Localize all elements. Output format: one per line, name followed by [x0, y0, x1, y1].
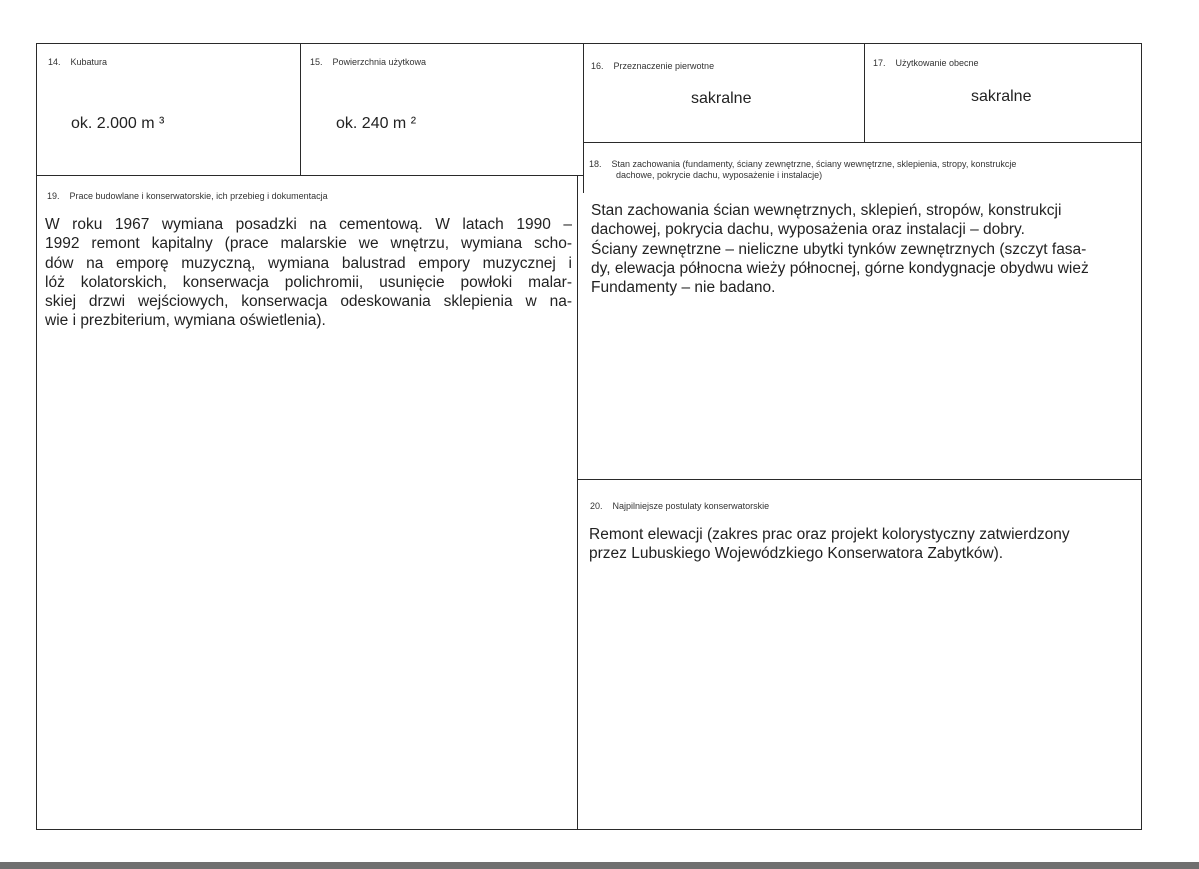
field-19-label	[47, 191, 328, 201]
field-18-label	[589, 159, 1139, 181]
field-17-label-text: Użytkowanie obecne	[895, 58, 979, 68]
field-19-text-line: lóż kolatorskich, konserwacja polichromii, usunięcie powłoki malar-	[45, 273, 572, 291]
field-19-text-line: skiej drzwi wejściowych, konserwacja odeskowania sklepienia w na-	[45, 293, 572, 311]
field-17-uzytkowanie	[865, 44, 1141, 142]
field-19-text-line: wie i prezbiterium, wymiana oświetlenia).	[45, 312, 326, 330]
field-18-text-line: Ściany zewnętrzne – nieliczne ubytki tynków zewnętrznych (szczyt fasa-	[591, 240, 1087, 258]
field-18-text-line: Stan zachowania ścian wewnętrznych, sklepień, stropów, konstrukcji	[591, 202, 1062, 219]
field-16-number: 16.	[591, 61, 604, 71]
field-18-label-line-1	[589, 159, 1139, 170]
field-16-label-text: Przeznaczenie pierwotne	[613, 61, 715, 71]
field-17-label	[873, 58, 979, 68]
field-19-text-line: W roku 1967 wymiana posadzki na cementową. W latach 1990 –	[45, 216, 572, 233]
field-14-kubatura	[37, 44, 300, 175]
field-20-text-line: przez Lubuskiego Wojewódzkiego Konserwatora Zabytków).	[589, 545, 1004, 563]
field-20-label	[590, 501, 769, 511]
field-17-number: 17.	[873, 58, 886, 68]
field-16-label	[591, 61, 714, 71]
field-15-label-text: Powierzchnia użytkowa	[332, 57, 427, 67]
field-14-label	[48, 57, 107, 67]
field-18-stan-zachowania	[578, 143, 1141, 479]
field-14-label-text: Kubatura	[70, 57, 108, 67]
field-19-text-line: dów na emporę muzyczną, wymiana balustrad empory muzycznej i	[45, 254, 572, 272]
field-18-text	[591, 201, 1141, 297]
field-20-number: 20.	[590, 501, 603, 511]
field-18-number: 18.	[589, 159, 602, 169]
field-19-text	[45, 215, 572, 331]
field-14-value: ok. 2.000 m ³	[71, 115, 165, 132]
field-18-text-line: dy, elewacja północna wieży północnej, górne kondygnacje obydwu wież	[591, 259, 1089, 277]
field-14-number: 14.	[48, 57, 61, 67]
field-18-text-line: dachowej, pokrycia dachu, wyposażenia oraz instalacji – dobry.	[591, 221, 1025, 239]
field-15-label	[310, 57, 426, 67]
field-15-value: ok. 240 m ²	[336, 115, 417, 132]
field-18-text-line: Fundamenty – nie badano.	[591, 279, 776, 297]
field-19-prace-budowlane	[37, 176, 577, 829]
field-18-label-line-1-text: Stan zachowania (fundamenty, ściany zewnętrzne, ściany wewnętrzne, sklepienia, stropy, konstrukcje	[611, 159, 1017, 169]
field-20-postulaty	[578, 480, 1141, 829]
field-16-przeznaczenie	[584, 44, 864, 142]
form-bottom-border	[36, 829, 1142, 830]
form-right-border	[1141, 43, 1142, 830]
field-19-number: 19.	[47, 191, 60, 201]
field-18-label-line-2: dachowe, pokrycie dachu, wyposażenie i instalacje)	[616, 170, 823, 180]
field-20-text	[589, 525, 1141, 564]
field-19-label-text: Prace budowlane i konserwatorskie, ich przebieg i dokumentacja	[69, 191, 328, 201]
field-15-number: 15.	[310, 57, 323, 67]
field-20-label-text: Najpilniejsze postulaty konserwatorskie	[612, 501, 770, 511]
scan-bottom-edge	[0, 862, 1199, 869]
field-19-text-line: 1992 remont kapitalny (prace malarskie we wnętrzu, wymiana scho-	[45, 235, 572, 253]
field-16-value: sakralne	[691, 90, 752, 107]
field-17-value: sakralne	[971, 88, 1032, 105]
field-15-powierzchnia	[301, 44, 583, 175]
field-20-text-line: Remont elewacji (zakres prac oraz projekt kolorystyczny zatwierdzony	[589, 526, 1070, 543]
